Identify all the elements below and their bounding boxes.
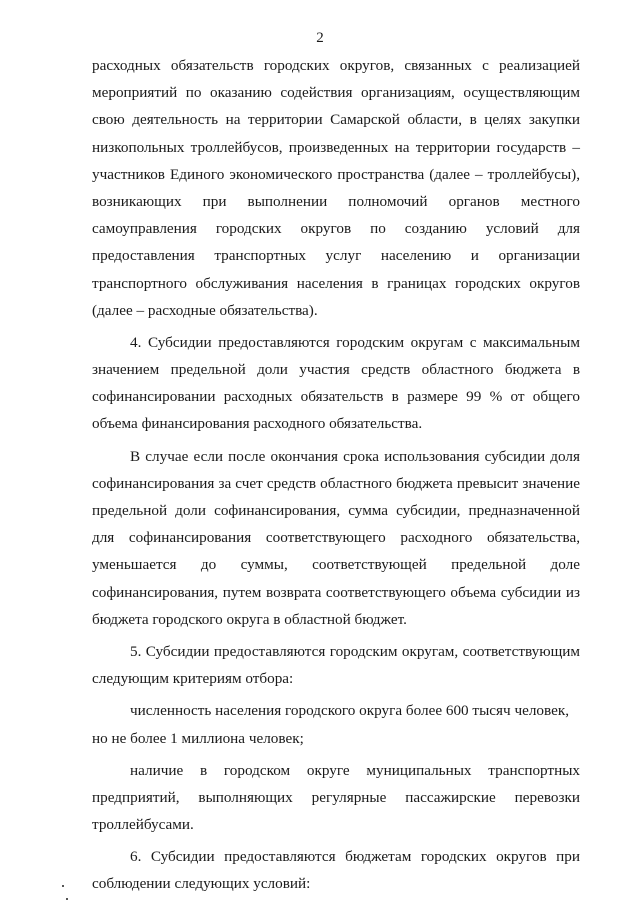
- text-line: низкопольных троллейбусов, произведенных на территории государств –: [92, 138, 580, 156]
- text-line: (далее – расходные обязательства).: [92, 301, 318, 319]
- text-line: численность населения городского округа более 600 тысяч человек,: [130, 702, 569, 720]
- text-line: 6. Субсидии предоставляются бюджетам городских округов при: [130, 848, 580, 866]
- paragraph-item-6: [92, 843, 580, 897]
- text-line: 5. Субсидии предоставляются городским округам, соответствующим: [130, 642, 580, 660]
- text-line: мероприятий по оказанию содействия организациям, осуществляющим: [92, 84, 580, 102]
- text-line: свою деятельность на территории Самарской области, в целях закупки: [92, 111, 580, 129]
- text-line: предоставления транспортных услуг населению и организации: [92, 247, 580, 265]
- text-line: возникающих при выполнении полномочий органов местного: [92, 192, 580, 210]
- scan-mark: [62, 885, 64, 887]
- text-line: объема финансирования расходного обязательства.: [92, 415, 423, 433]
- text-line: участников Единого экономического пространства (далее – троллейбусы),: [92, 165, 580, 183]
- text-line: соблюдении следующих условий:: [92, 875, 311, 893]
- paragraph-criterion-population: [92, 697, 580, 751]
- text-line: значением предельной доли участия средств областного бюджета в: [92, 361, 580, 379]
- scan-mark: [66, 898, 68, 900]
- text-line: уменьшается до суммы, соответствующей предельной доле: [92, 556, 580, 574]
- text-line: для софинансирования соответствующего расходного обязательства,: [92, 529, 580, 547]
- paragraph-item-5: [92, 638, 580, 692]
- text-line: транспортного обслуживания населения в границах городских округов: [92, 274, 580, 292]
- text-line: софинансирования за счет средств областного бюджета превысит значение: [92, 474, 580, 492]
- text-line: троллейбусами.: [92, 816, 194, 834]
- text-line: расходных обязательств городских округов, связанных с реализацией: [92, 57, 580, 74]
- document-body: [92, 52, 580, 898]
- text-line: следующим критериям отбора:: [92, 670, 294, 688]
- text-line: 4. Субсидии предоставляются городским округам с максимальным: [130, 333, 580, 351]
- text-line: софинансирования, путем возврата соответствующего объема субсидии из: [92, 583, 580, 601]
- text-line: самоуправления городских округов по созданию условий для: [92, 220, 580, 238]
- text-line: наличие в городском округе муниципальных транспортных: [130, 761, 580, 779]
- page-number: 2: [316, 30, 324, 46]
- text-line: предельной доли софинансирования, сумма субсидии, предназначенной: [92, 502, 580, 519]
- paragraph: [92, 443, 580, 633]
- paragraph: [92, 52, 580, 324]
- text-line: но не более 1 миллиона человек;: [92, 729, 304, 747]
- paragraph-criterion-enterprises: [92, 757, 580, 839]
- text-line: предприятий, выполняющих регулярные пассажирские перевозки: [92, 788, 580, 806]
- text-line: бюджета городского округа в областной бюджет.: [92, 610, 407, 628]
- text-line: В случае если после окончания срока использования субсидии доля: [130, 447, 580, 465]
- paragraph-item-4: [92, 329, 580, 438]
- text-line: софинансировании расходных обязательств в размере 99 % от общего: [92, 388, 580, 406]
